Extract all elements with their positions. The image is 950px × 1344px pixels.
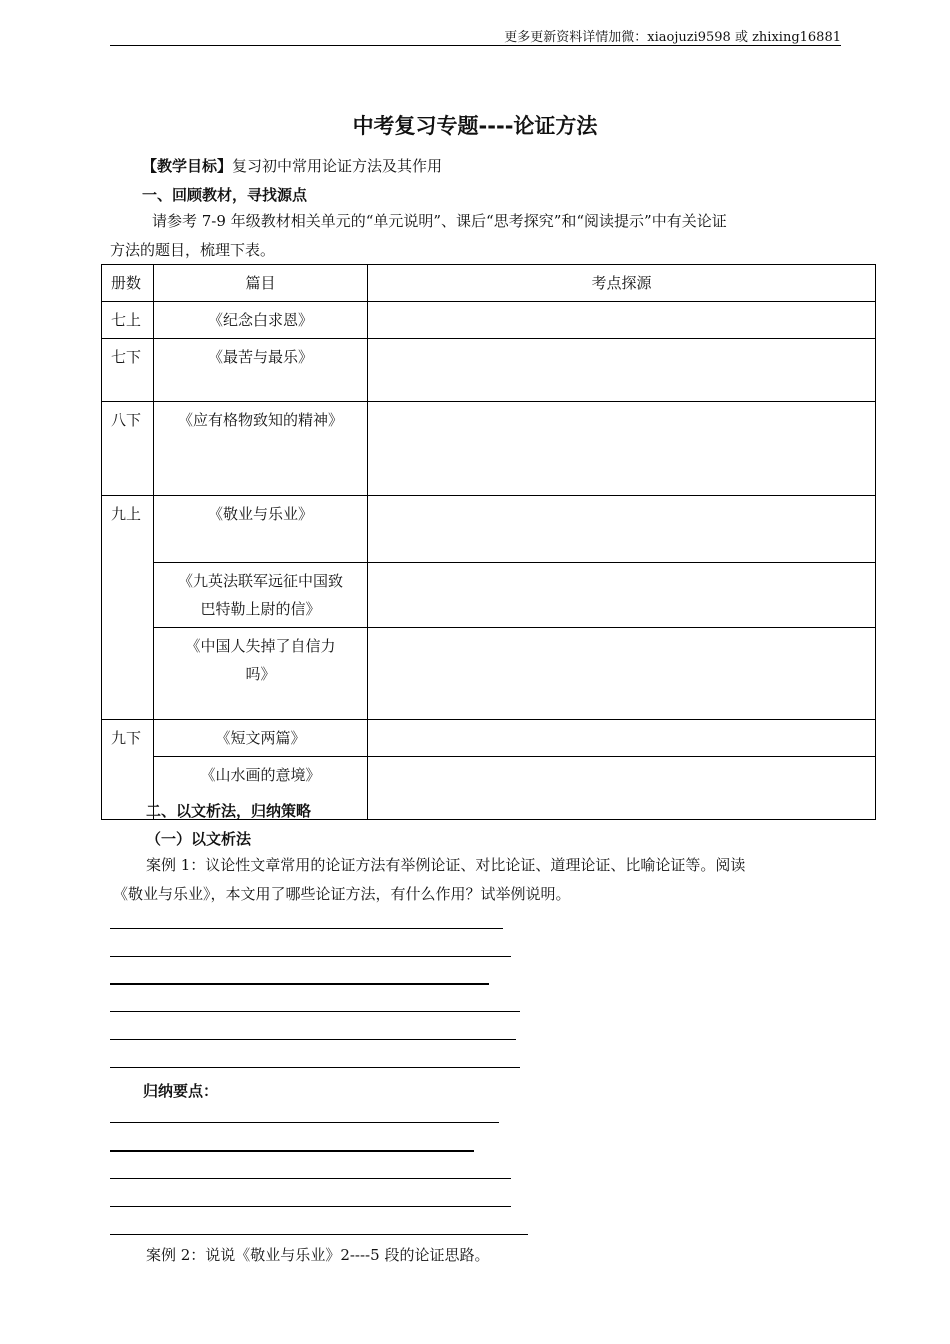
title-cell xyxy=(154,563,368,628)
teaching-objective xyxy=(142,152,442,180)
section1-heading: 一、回顾教材，寻找源点 xyxy=(142,186,308,204)
title-cell: 《应有格物致知的精神》 xyxy=(154,402,368,496)
section2-heading: 二、以文析法，归纳策略 xyxy=(146,802,312,820)
answer-line[interactable] xyxy=(110,1150,474,1152)
title-cell: 《纪念白求恩》 xyxy=(154,302,368,339)
answer-line[interactable] xyxy=(110,1234,528,1235)
title-cell: 《山水画的意境》 xyxy=(154,757,368,820)
answer-line[interactable] xyxy=(110,1206,511,1207)
page-title: 中考复习专题----论证方法 xyxy=(352,114,598,138)
title-line: 吗》 xyxy=(245,665,276,683)
header-source: 考点探源 xyxy=(368,265,876,302)
volume-cell: 八下 xyxy=(102,402,154,496)
answer-line[interactable] xyxy=(110,1067,520,1068)
source-cell[interactable] xyxy=(368,757,876,820)
table-row xyxy=(102,628,876,720)
title-cell: 《敬业与乐业》 xyxy=(154,496,368,563)
table-header-row xyxy=(102,265,876,302)
review-table xyxy=(101,264,876,820)
section2-subheading: （一）以文析法 xyxy=(146,830,252,848)
header-title: 篇目 xyxy=(154,265,368,302)
source-cell[interactable] xyxy=(368,720,876,757)
header-volume: 册数 xyxy=(102,265,154,302)
answer-line[interactable] xyxy=(110,928,503,929)
volume-cell: 九上 xyxy=(102,496,154,720)
answer-line[interactable] xyxy=(110,1122,499,1123)
title-cell: 《短文两篇》 xyxy=(154,720,368,757)
table-row xyxy=(102,720,876,757)
summary-label: 归纳要点： xyxy=(143,1082,219,1100)
answer-line[interactable] xyxy=(110,1011,520,1012)
table-row xyxy=(102,496,876,563)
title-line: 《九英法联军远征中国致 xyxy=(177,572,343,590)
objective-label: 【教学目标】 xyxy=(142,157,233,175)
case1-line1: 案例 1：议论性文章常用的论证方法有举例论证、对比论证、道理论证、比喻论证等。阅读 xyxy=(146,856,746,874)
answer-line[interactable] xyxy=(110,1178,511,1179)
header-divider xyxy=(110,45,841,46)
title-cell xyxy=(154,628,368,720)
source-cell[interactable] xyxy=(368,563,876,628)
title-cell: 《最苦与最乐》 xyxy=(154,339,368,402)
source-cell[interactable] xyxy=(368,496,876,563)
section1-intro-line1: 请参考 7-9 年级教材相关单元的“单元说明”、课后“思考探究”和“阅读提示”中有关论证 xyxy=(152,212,727,230)
table-row xyxy=(102,339,876,402)
title-line: 《中国人失掉了自信力 xyxy=(185,637,336,655)
volume-cell: 九下 xyxy=(102,720,154,820)
case2-text: 案例 2：说说《敬业与乐业》2----5 段的论证思路。 xyxy=(146,1246,490,1264)
volume-cell: 七上 xyxy=(102,302,154,339)
source-cell[interactable] xyxy=(368,628,876,720)
title-line: 巴特勒上尉的信》 xyxy=(200,600,321,618)
source-cell[interactable] xyxy=(368,339,876,402)
answer-line[interactable] xyxy=(110,1039,516,1040)
objective-text: 复习初中常用论证方法及其作用 xyxy=(232,157,443,175)
table-row xyxy=(102,402,876,496)
answer-line[interactable] xyxy=(110,956,511,957)
table-row xyxy=(102,563,876,628)
source-cell[interactable] xyxy=(368,402,876,496)
answer-line[interactable] xyxy=(110,983,489,985)
header-note: 更多更新资料详情加微：xiaojuzi9598 或 zhixing16881 xyxy=(504,30,841,45)
volume-cell: 七下 xyxy=(102,339,154,402)
source-cell[interactable] xyxy=(368,302,876,339)
case1-line2: 《敬业与乐业》，本文用了哪些论证方法，有什么作用？试举例说明。 xyxy=(113,885,571,903)
table-row xyxy=(102,302,876,339)
section1-intro-line2: 方法的题目，梳理下表。 xyxy=(110,241,276,259)
